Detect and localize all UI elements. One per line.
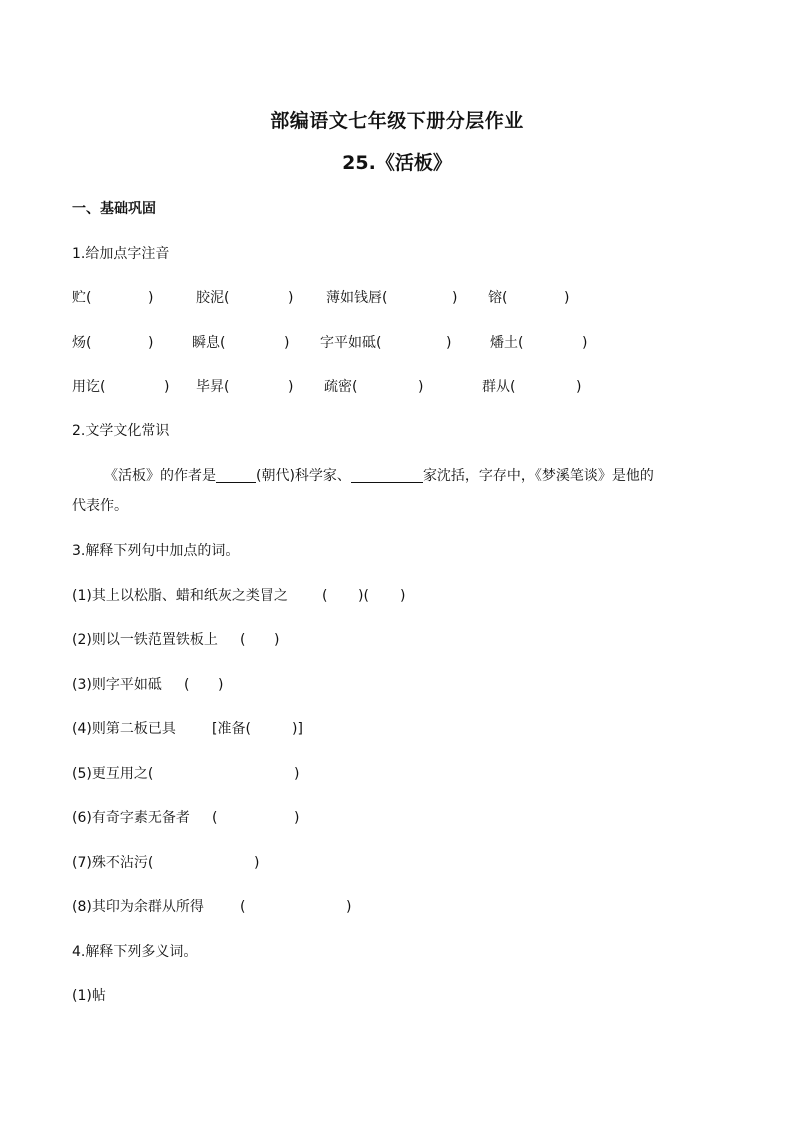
list-item: (1)帖 xyxy=(72,988,106,1004)
pinyin-close: ) xyxy=(446,335,452,351)
item-text: (5)更互用之( xyxy=(72,766,154,782)
bracket-close: ) xyxy=(274,632,280,648)
bracket-close: ) xyxy=(254,855,260,871)
bracket-close: ) xyxy=(294,766,300,782)
list-item xyxy=(72,586,752,606)
pinyin-close: ) xyxy=(148,335,154,351)
section-heading: 一、基础巩固 xyxy=(72,201,156,217)
bracket-close: ) xyxy=(346,899,352,915)
bracket-open: ( xyxy=(322,588,328,604)
fill-text: 代表作。 xyxy=(72,498,128,514)
pinyin-word: 群从( xyxy=(482,379,516,395)
pinyin-word: 贮( xyxy=(72,290,92,306)
pinyin-row-1 xyxy=(72,288,752,308)
pinyin-close: ) xyxy=(564,290,570,306)
bracket-open: ( xyxy=(240,632,246,648)
list-item xyxy=(72,675,752,695)
bracket-open: ( xyxy=(240,899,246,915)
answer-blank[interactable] xyxy=(216,466,256,483)
item-text: (6)有奇字素无备者 xyxy=(72,810,190,826)
bracket-close: )] xyxy=(292,721,303,737)
list-item xyxy=(72,719,752,739)
fill-text: 家沈括，字存中，《梦溪笔谈》是他的 xyxy=(422,468,654,484)
pinyin-word: 薄如钱唇( xyxy=(326,290,388,306)
bracket-close: ) xyxy=(218,677,224,693)
pinyin-row-3 xyxy=(72,377,752,397)
item-text: (4)则第二板已具 xyxy=(72,721,176,737)
item-text: (7)殊不沾污( xyxy=(72,855,154,871)
pinyin-close: ) xyxy=(164,379,170,395)
fill-text: (朝代)科学家、 xyxy=(256,468,351,484)
bracket-open: ( xyxy=(184,677,190,693)
bracket-middle: )( xyxy=(358,588,369,604)
question-3-heading: 3.解释下列句中加点的词。 xyxy=(72,543,240,559)
pinyin-word: 燔土( xyxy=(490,335,524,351)
bracket-open: ( xyxy=(212,810,218,826)
bracket-close: ) xyxy=(294,810,300,826)
pinyin-row-2 xyxy=(72,333,752,353)
item-text: (2)则以一铁范置铁板上 xyxy=(72,632,218,648)
pinyin-word: 毕昇( xyxy=(196,379,230,395)
pinyin-word: 瞬息( xyxy=(192,335,226,351)
pinyin-word: 疏密( xyxy=(324,379,358,395)
pinyin-word: 镕( xyxy=(488,290,508,306)
pinyin-close: ) xyxy=(288,290,294,306)
pinyin-close: ) xyxy=(288,379,294,395)
question-2-heading: 2.文学文化常识 xyxy=(72,423,170,439)
item-text: (8)其印为余群从所得 xyxy=(72,899,204,915)
literature-paragraph xyxy=(72,461,732,521)
list-item xyxy=(72,853,752,873)
question-1-heading: 1.给加点字注音 xyxy=(72,246,170,262)
pinyin-close: ) xyxy=(452,290,458,306)
item-text: (1)其上以松脂、蜡和纸灰之类冒之 xyxy=(72,588,288,604)
bracket-close: ) xyxy=(400,588,406,604)
pinyin-word: 字平如砥( xyxy=(320,335,382,351)
pinyin-close: ) xyxy=(418,379,424,395)
fill-text: 《活板》的作者是 xyxy=(104,468,216,484)
list-item xyxy=(72,808,752,828)
pinyin-word: 用讫( xyxy=(72,379,106,395)
pinyin-close: ) xyxy=(576,379,582,395)
answer-blank[interactable] xyxy=(351,466,423,483)
list-item xyxy=(72,897,752,917)
pinyin-close: ) xyxy=(148,290,154,306)
list-item xyxy=(72,764,752,784)
lesson-title: 25.《活板》 xyxy=(342,152,452,174)
pinyin-close: ) xyxy=(582,335,588,351)
item-text: (3)则字平如砥 xyxy=(72,677,162,693)
question-4-heading: 4.解释下列多义词。 xyxy=(72,944,198,960)
pinyin-close: ) xyxy=(284,335,290,351)
pinyin-word: 炀( xyxy=(72,335,92,351)
bracket-open: [准备( xyxy=(212,721,251,737)
list-item xyxy=(72,630,752,650)
pinyin-word: 胶泥( xyxy=(196,290,230,306)
page-title: 部编语文七年级下册分层作业 xyxy=(270,110,524,132)
